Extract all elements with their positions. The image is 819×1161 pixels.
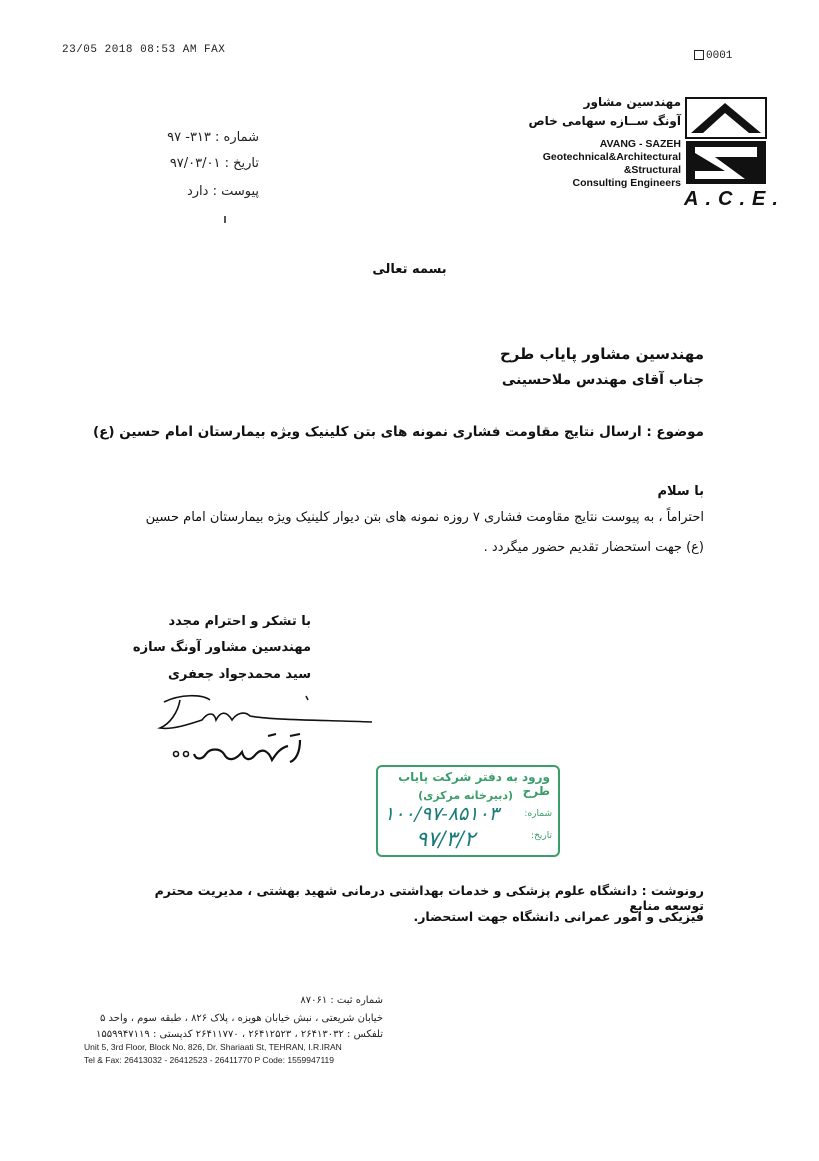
letter-number: شماره : ۳۱۳- ۹۷ (167, 130, 259, 145)
stamp-date-label: تاریخ: (531, 831, 552, 841)
footer-registration: شماره ثبت : ۸۷۰۶۱ (300, 995, 383, 1006)
recipient-person: جناب آقای مهندس ملاحسینی (501, 372, 704, 388)
receipt-stamp (376, 765, 560, 857)
letter-subject: موضوع : ارسال نتایج مقاومت فشاری نمونه های بتن کلینیک ویژه بیمارستان امام حسین (ع) (92, 424, 704, 440)
company-logo-icon (685, 97, 767, 185)
footer-phone-fa: تلفکس : ۲۶۴۱۳۰۳۲ ، ۲۶۴۱۲۵۲۳ ، ۲۶۴۱۱۷۷۰ کدپستی : ۱۵۵۹۹۴۷۱۱۹ (96, 1029, 383, 1040)
footer-address-fa: خیابان شریعتی ، نبش خیابان هویزه ، پلاک ۸۲۶ ، طبقه سوم ، واحد ۵ (99, 1013, 383, 1024)
letter-attachment: پیوست : دارد (186, 184, 259, 199)
company-en-line3: &Structural (623, 164, 681, 176)
closing-line2: مهندسین مشاور آونگ سازه (132, 640, 311, 655)
scan-mark (224, 216, 226, 223)
company-en-line4: Consulting Engineers (572, 177, 681, 189)
bismillah-heading: بسمه تعالی (372, 262, 447, 277)
greeting: با سلام (657, 484, 704, 499)
footer-phone-en: Tel & Fax: 26413032 - 26412523 - 26411770 P Code: 1559947119 (84, 1055, 335, 1065)
cc-line2: فیزیکی و امور عمرانی دانشگاه جهت استحضار. (413, 909, 704, 924)
stamp-number-value: ۱۰۰/۹۷-۸۵۱۰۳ (384, 803, 499, 825)
handwritten-signature (150, 690, 385, 785)
fax-header: 23/05 2018 08:53 AM FAX (62, 44, 226, 56)
company-name-fa-line1: مهندسین مشاور (583, 95, 681, 109)
letter-body: احتراماً ، به پیوست نتایج مقاومت فشاری ۷ روزه نمونه های بتن دیوار کلینیک ویژه بیمارستان امام حسین (ع) جهت استحضار تقدیم حضور میگردد . (145, 510, 704, 555)
company-en-name: AVANG - SAZEH (599, 138, 681, 150)
company-name-fa-line2: آونگ ســازه سهامی خاص (528, 114, 681, 128)
recipient-company: مهندسین مشاور پایاب طرح (499, 345, 704, 363)
stamp-title: ورود به دفتر شرکت پایاب طرح (398, 770, 550, 798)
signatory-name: سید محمدجواد جعفری (167, 667, 311, 682)
company-logo-text: A.C.E. (684, 188, 785, 210)
stamp-subtitle: (دبیرخانه مرکزی) (418, 789, 513, 802)
stamp-date-value: ۹۷/۳/۲ (416, 827, 476, 851)
company-name-en (543, 138, 681, 190)
cc-line1: رونوشت : دانشگاه علوم پزشکی و خدمات بهداشتی درمانی شهید بهشتی ، مدیریت محترم توسعه منابع (154, 883, 704, 913)
letter-date: تاریخ : ۹۷/۰۳/۰۱ (169, 156, 259, 171)
fax-page-number: 0001 (694, 50, 732, 62)
closing-line1: با تشکر و احترام مجدد (168, 614, 311, 629)
company-en-line2: Geotechnical&Architectural (542, 151, 681, 163)
stamp-number-label: شماره: (524, 809, 552, 819)
footer-address-en: Unit 5, 3rd Floor, Block No. 826, Dr. Shariaati St, TEHRAN, I.R.IRAN (84, 1042, 342, 1052)
fax-icon (694, 50, 704, 60)
